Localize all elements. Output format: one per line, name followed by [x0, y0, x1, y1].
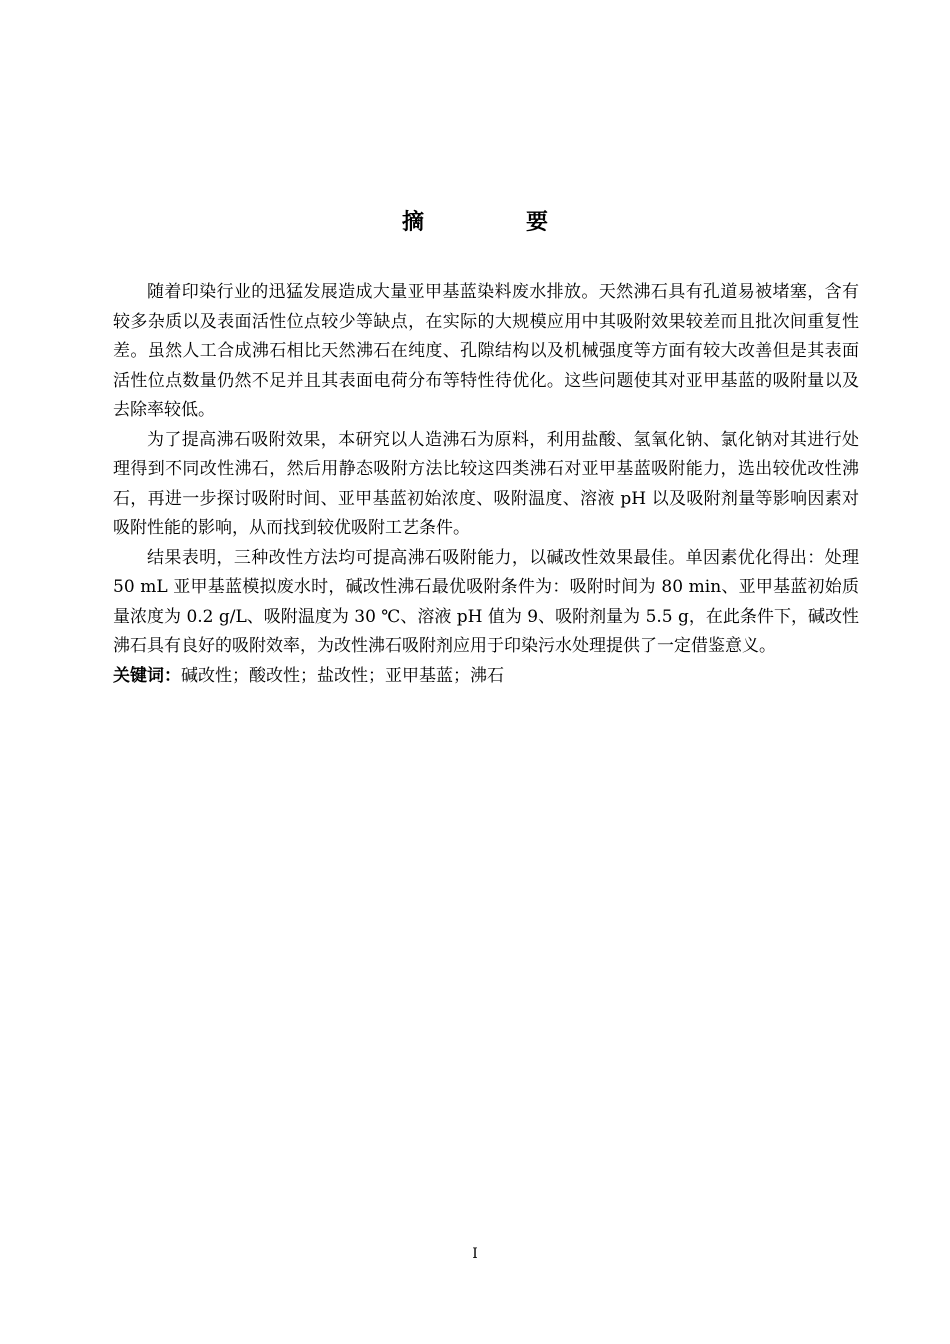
abstract-paragraph-1: 随着印染行业的迅猛发展造成大量亚甲基蓝染料废水排放。天然沸石具有孔道易被堵塞，含有较多杂质以及表面活性位点较少等缺点，在实际的大规模应用中其吸附效果较差而且批次间重复性差。虽然人工合成沸石相比天然沸石在纯度、孔隙结构以及机械强度等方面有较大改善但是其表面活性位点数量仍然不足并且其表面电荷分布等特性待优化。这些问题使其对亚甲基蓝的吸附量以及去除率较低。 [113, 282, 859, 420]
page-title: 摘 要 [401, 210, 588, 235]
abstract-paragraph-3: 结果表明，三种改性方法均可提高沸石吸附能力，以碱改性效果最佳。单因素优化得出：处理 50 mL 亚甲基蓝模拟废水时，碱改性沸石最优吸附条件为：吸附时间为 80 min、亚甲基蓝初始质量浓度为 0.2 g/L、吸附温度为 30 ℃、溶液 pH 值为 9、吸附剂量为 5.5 g，在此条件下，碱改性沸石具有良好的吸附效率，为改性沸石吸附剂应用于印染污水处理提供了一定借鉴意义。 [113, 547, 859, 656]
keywords-value: 碱改性；酸改性；盐改性；亚甲基蓝；沸石 [181, 665, 504, 686]
keywords-label: 关键词： [113, 665, 181, 686]
keywords-line [113, 662, 859, 692]
abstract-paragraph-2: 为了提高沸石吸附效果，本研究以人造沸石为原料，利用盐酸、氢氧化钠、氯化钠对其进行处理得到不同改性沸石，然后用静态吸附方法比较这四类沸石对亚甲基蓝吸附能力，选出较优改性沸石，再进一步探讨吸附时间、亚甲基蓝初始浓度、吸附温度、溶液 pH 以及吸附剂量等影响因素对吸附性能的影响，从而找到较优吸附工艺条件。 [113, 429, 859, 538]
abstract-body [113, 278, 859, 691]
page-number: I [472, 1246, 478, 1262]
